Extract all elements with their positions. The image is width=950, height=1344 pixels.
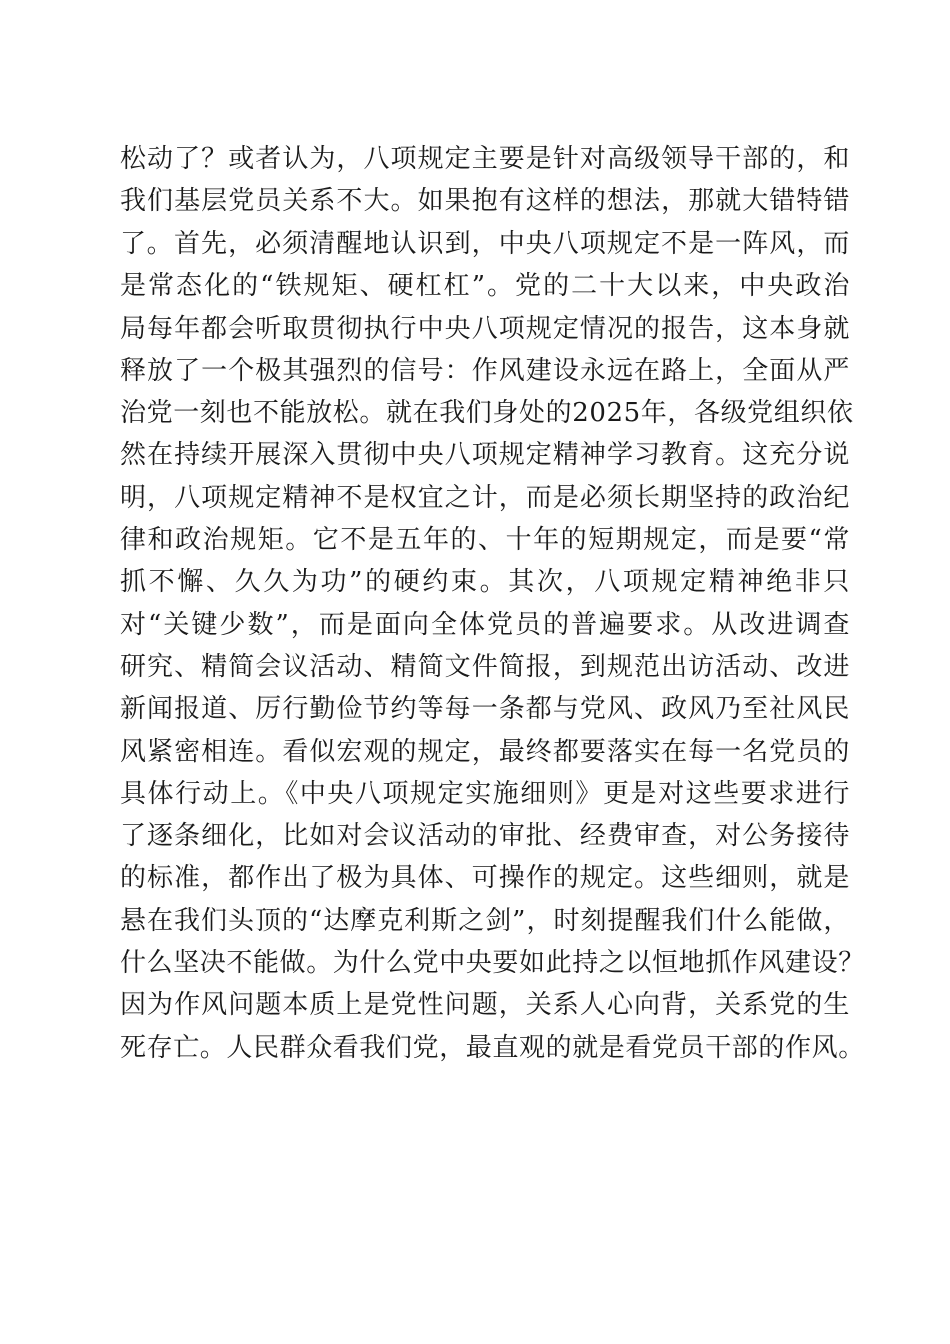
- paragraph-2: [120, 223, 865, 1069]
- text-line: 释放了一个极其强烈的信号：作风建设永远在路上，全面从严: [120, 355, 850, 386]
- text-line: 是常态化的“铁规矩、硬杠杠”。党的二十大以来，中央政治: [120, 271, 850, 302]
- text-line: 了逐条细化，比如对会议活动的审批、经费审查，对公务接待: [120, 821, 850, 852]
- text-line: 然在持续开展深入贯彻中央八项规定精神学习教育。这充分说: [120, 440, 850, 471]
- text-line: 悬在我们头顶的“达摩克利斯之剑”，时刻提醒我们什么能做，: [120, 905, 850, 936]
- text-line: 死存亡。人民群众看我们党，最直观的就是看党员干部的作风。: [120, 1032, 865, 1063]
- text-line: 风紧密相连。看似宏观的规定，最终都要落实在每一名党员的: [120, 736, 850, 767]
- text-line: 首先，必须清醒地认识到，中央八项规定不是一阵风，而: [174, 229, 850, 259]
- text-line: 研究、精简会议活动、精简文件简报，到规范出访活动、改进: [120, 651, 850, 682]
- text-line: 什么坚决不能做。为什么党中央要如此持之以恒地抓作风建设？: [120, 948, 865, 979]
- text-line: 松动了？或者认为，八项规定主要是针对高级领导干部的，和: [120, 144, 850, 174]
- text-line: 我们基层党员关系不大。如果抱有这样的想法，那就大错特错: [120, 186, 850, 217]
- text-line: 具体行动上。《中央八项规定实施细则》更是对这些要求进行: [120, 778, 850, 809]
- text-line: 抓不懈、久久为功”的硬约束。其次，八项规定精神绝非只: [120, 567, 850, 598]
- text-line: 治党一刻也不能放松。就在我们身处的2025年，各级党组织依: [120, 398, 854, 429]
- text-line: 律和政治规矩。它不是五年的、十年的短期规定，而是要“常: [120, 525, 850, 556]
- text-line: 明，八项规定精神不是权宜之计，而是必须长期坚持的政治纪: [120, 482, 850, 513]
- text-line: 的标准，都作出了极为具体、可操作的规定。这些细则，就是: [120, 863, 850, 894]
- text-line: 了。: [120, 228, 174, 259]
- text-line: 因为作风问题本质上是党性问题，关系人心向背，关系党的生: [120, 990, 850, 1021]
- text-line: 对“关键少数”，而是面向全体党员的普遍要求。从改进调查: [120, 609, 850, 640]
- text-line: 新闻报道、厉行勤俭节约等每一条都与党风、政风乃至社风民: [120, 694, 850, 725]
- text-line: 局每年都会听取贯彻执行中央八项规定情况的报告，这本身就: [120, 313, 850, 344]
